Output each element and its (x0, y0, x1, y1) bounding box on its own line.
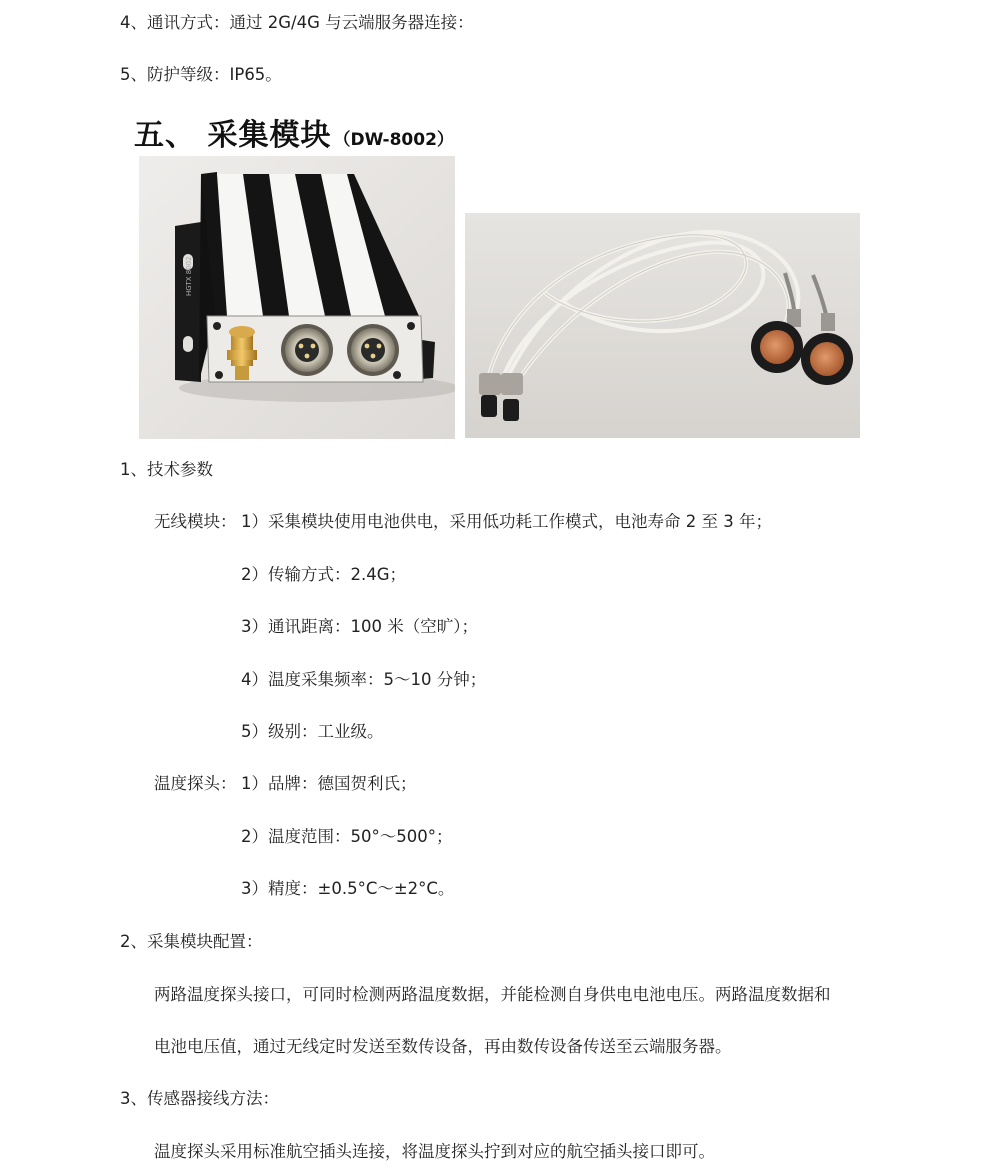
heading-wiring-method: 3、传感器接线方法： (120, 1089, 279, 1108)
section-title: 五、 采集模块 (134, 118, 332, 153)
module-photo (139, 156, 455, 439)
list-item-protection-level: 5、防护等级：IP65。 (120, 65, 282, 84)
probe-photo (465, 213, 860, 438)
probe-item-3: 3）精度：±0.5°C～±2°C。 (241, 879, 455, 898)
probe-item-1: 1）品牌：德国贺利氏； (241, 774, 417, 793)
list-item-comm-method: 4、通讯方式：通过 2G/4G 与云端服务器连接： (120, 13, 474, 32)
config-paragraph-line1: 两路温度探头接口，可同时检测两路温度数据，并能检测自身供电电池电压。两路温度数据和 (154, 985, 831, 1004)
wireless-module-label: 无线模块： (154, 512, 237, 531)
probe-label: 温度探头： (154, 774, 237, 793)
wireless-item-5: 5）级别：工业级。 (241, 722, 384, 741)
svg-text:HGTX 8002: HGTX 8002 (185, 256, 193, 296)
wireless-item-3: 3）通讯距离：100 米（空旷）； (241, 617, 478, 636)
config-paragraph-line2: 电池电压值，通过无线定时发送至数传设备，再由数传设备传送至云端服务器。 (154, 1037, 732, 1056)
section-heading (134, 110, 454, 154)
heading-module-config: 2、采集模块配置： (120, 932, 263, 951)
wireless-item-4: 4）温度采集频率：5～10 分钟； (241, 670, 487, 689)
section-model: （DW-8002） (333, 130, 454, 150)
wireless-item-1: 1）采集模块使用电池供电，采用低功耗工作模式，电池寿命 2 至 3 年； (241, 512, 772, 531)
wiring-paragraph: 温度探头采用标准航空插头连接，将温度探头拧到对应的航空插头接口即可。 (154, 1142, 715, 1161)
probe-item-2: 2）温度范围：50°～500°； (241, 827, 453, 846)
wireless-item-2: 2）传输方式：2.4G； (241, 565, 407, 584)
heading-tech-params: 1、技术参数 (120, 460, 213, 479)
